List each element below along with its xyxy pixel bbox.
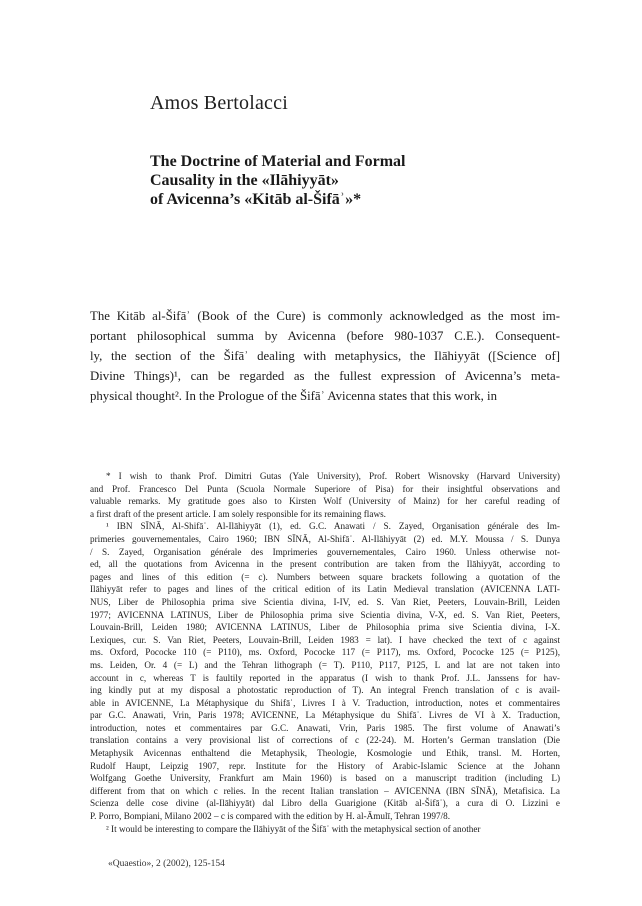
article-title [150,152,570,209]
footnote-line: NUS, Liber de Philosophia prima sive Scientia divina, I-IV, ed. S. Van Riet, Peeters, Louvain-Brill, Leiden [90,596,560,607]
body-line: ly, the section of the Šifāʾ dealing with metaphysics, the Ilāhiyyāt ([Science of] [90,349,560,363]
footnote-line: primeries gouvernementales, Cairo 1960; IBN SĪNĀ, Al-Shifāʾ. Al-Ilāhiyyāt (2) ed. M.Y. Moussa / S. Dunya [90,533,560,544]
footnote-line: * I wish to thank Prof. Dimitri Gutas (Yale University), Prof. Robert Wisnovsky (Harvard University) [106,471,560,481]
footnote-line: Metaphysik Avicennas enthaltend die Metaphysik, Theologie, Kosmologie und Ethik, transl. M. Horten, [90,748,560,759]
body-line: portant philosophical summa by Avicenna (before 980-1037 C.E.). Consequent- [90,329,560,343]
footnote-line: a first draft of the present article. I am solely responsible for its remaining flaws. [90,508,386,519]
author-name: Amos Bertolacci [150,92,288,114]
title-line: The Doctrine of Material and Formal [150,153,406,170]
footnote-line: ¹ IBN SĪNĀ, Al-Shifāʾ. Al-Ilāhiyyāt (1), ed. G.C. Anawati / S. Zayed, Organisation générale des Im- [106,521,560,532]
footnote-line: different from that on which c relies. In the recent Italian translation – AVICENNA (IBN SĪNĀ), Metafisica. La [90,785,560,796]
footnote-line: and Prof. Francesco Del Punta (Scuola Normale Superiore of Pisa) for their insightful observations and [90,483,560,494]
body-line: physical thought². In the Prologue of the Šifāʾ Avicenna states that this work, in [90,389,497,403]
footnote-line: Ilāhiyyāt refer to pages and lines of the critical edition of its Latin Medieval translation (AVICENNA LATI- [90,584,560,595]
footnote-line: par G.C. Anawati, Vrin, Paris 1978; AVICENNE, La Métaphysique du Shifāʾ. Livres de VI à X. Traduction, [90,710,560,721]
footnotes [90,470,560,835]
footnote-line: introduction, notes et commentaires par G.C. Anawati, Vrin, Paris 1985. The first volume of Anawati’s [90,722,560,733]
title-line: Causality in the «Ilāhiyyāt» [150,172,339,189]
title-line: of Avicenna’s «Kitāb al-Šifāʾ»* [150,191,362,208]
footnote-line: account in c, whereas T is faultily reported in the apparatus (I wish to thank Prof. J.L. Janssens for hav- [90,672,560,683]
body-line: The Kitāb al-Šifāʾ (Book of the Cure) is commonly acknowledged as the most im- [90,309,560,323]
footnote-line: translation contains a very provisional list of corrections of c (22-24). M. Horten’s German translation (Die [90,735,560,746]
footnote-line: Louvain-Brill, Leiden 1980; AVICENNA LATINUS, Liber de Philosophia prima sive Scientia divina, I-X. [90,622,560,633]
footnote-line: ms. Leiden, Or. 4 (= L) and the Tehran lithograph (= T). P110, P117, P125, L and lat are not taken into [90,659,560,670]
body-paragraph [90,306,560,406]
footnote-line: ² It would be interesting to compare the Ilāhiyyāt of the Šifāʾ with the metaphysical section of another [106,823,481,834]
footnote-line: Rudolf Haupt, Leipzig 1907, repr. Institute for the History of Arabic-Islamic Science at the Johann [90,760,560,771]
footnote-line: Lexiques, cur. S. Van Riet, Peeters, Louvain-Brill, Leiden 1983 = lat). I have checked the text of c against [90,634,560,645]
body-line: Divine Things)¹, can be regarded as the fullest expression of Avicenna’s meta- [90,369,560,383]
journal-citation: «Quaestio», 2 (2002), 125-154 [108,859,225,869]
footnote-line: able in AVICENNE, La Métaphysique du Shifāʾ, Livres I à V. Traduction, introduction, notes et commentaires [90,697,560,708]
footnote-line: Wolfgang Goethe University, Frankfurt am Main 1960) is based on a manuscript tradition (including L) [90,773,560,784]
footnote-line: valuable remarks. My gratitude goes also to Kirsten Wolf (University of Mainz) for her careful reading of [90,496,560,507]
footnote-line: ms. Oxford, Pococke 110 (= P110), ms. Oxford, Pococke 117 (= P117), ms. Oxford, Pococke 125 (= P125), [90,647,560,658]
footnote-line: ed, all the quotations from Avicenna in the present contribution are taken from the Ilāhiyyāt, according to [90,559,560,570]
footnote-line: pages and lines of this edition (= c). Numbers between square brackets following a quotation of the [90,571,560,582]
footnote-line: Scienza delle cose divine (al-Ilāhiyyāt) dal Libro della Guarigione (Kitāb al-Šifāʾ), a cura di O. Lizzini e [90,798,560,809]
footnote-line: ing kindly put at my disposal a photostatic reproduction of T). An integral French translation of c is avail- [90,685,560,696]
footnote-line: P. Porro, Bompiani, Milano 2002 – c is compared with the edition by H. al-Āmulī, Tehran 1997/8. [90,811,451,822]
footnote-line: / S. Zayed, Organisation générale des Imprimeries gouvernementales, Cairo 1960. Unless otherwise not- [90,546,560,557]
footnote-line: 1977; AVICENNA LATINUS, Liber de Philosophia prima sive Scientia divina, V-X, ed. S. Van Riet, Peeters, [90,609,560,620]
